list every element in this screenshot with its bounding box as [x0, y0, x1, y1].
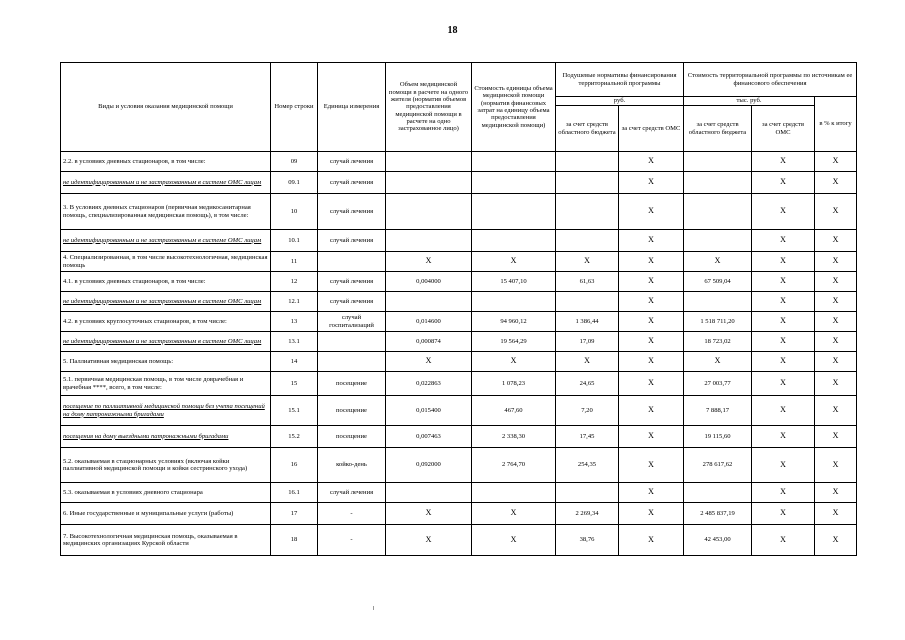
- header-tp-regional-budget: за счет средств областного бюджета: [684, 106, 752, 152]
- row-pc-budget: 24,65: [556, 372, 619, 396]
- row-volume: 0,000874: [386, 332, 472, 352]
- row-unit: койко-день: [318, 448, 386, 483]
- row-pc-oms: X: [619, 483, 684, 503]
- row-tp-oms: X: [752, 525, 815, 556]
- table-row: [61, 503, 857, 525]
- table-row: [61, 396, 857, 426]
- row-unit-cost: 94 960,12: [472, 312, 556, 332]
- row-number: 15.2: [271, 426, 318, 448]
- row-tp-oms: X: [752, 503, 815, 525]
- row-number: 15: [271, 372, 318, 396]
- header-per-capita: Подушевые нормативы финансирования территориальной программы: [556, 63, 684, 97]
- row-percent: X: [815, 372, 857, 396]
- row-pc-oms: X: [619, 194, 684, 230]
- table-row: [61, 332, 857, 352]
- row-number: 13: [271, 312, 318, 332]
- row-percent: X: [815, 252, 857, 272]
- row-unit: [318, 252, 386, 272]
- row-tp-oms: X: [752, 194, 815, 230]
- row-unit-cost: 15 407,10: [472, 272, 556, 292]
- row-pc-budget: 7,20: [556, 396, 619, 426]
- row-tp-budget: X: [684, 252, 752, 272]
- row-label: не идентифицированным и не застрахованным в системе ОМС лицам: [61, 292, 271, 312]
- scan-mark: [373, 606, 374, 610]
- row-label: посещение по паллиативной медицинской помощи без учета посещений на дому патронажными бригадами: [61, 396, 271, 426]
- table-row: [61, 525, 857, 556]
- header-pc-regional-budget: за счет средств областного бюджета: [556, 106, 619, 152]
- row-unit-cost: 2 764,70: [472, 448, 556, 483]
- row-unit: -: [318, 503, 386, 525]
- row-pc-oms: X: [619, 352, 684, 372]
- row-volume: 0,092000: [386, 448, 472, 483]
- row-volume: [386, 172, 472, 194]
- row-pc-oms: X: [619, 525, 684, 556]
- table-row: [61, 272, 857, 292]
- row-tp-oms: X: [752, 152, 815, 172]
- table-row: [61, 152, 857, 172]
- row-tp-budget: [684, 292, 752, 312]
- row-number: 14: [271, 352, 318, 372]
- row-unit-cost: [472, 292, 556, 312]
- row-percent: X: [815, 448, 857, 483]
- row-tp-oms: X: [752, 332, 815, 352]
- row-unit-cost: X: [472, 252, 556, 272]
- row-pc-budget: [556, 483, 619, 503]
- table-row: [61, 292, 857, 312]
- row-label: 5.2. оказываемая в стационарных условиях (включая койки паллиативной медицинской помощи и койки сестринского ухода): [61, 448, 271, 483]
- row-volume: X: [386, 503, 472, 525]
- row-unit-cost: 2 338,30: [472, 426, 556, 448]
- row-label: не идентифицированным и не застрахованным в системе ОМС лицам: [61, 332, 271, 352]
- header-row-number: Номер строки: [271, 63, 318, 152]
- row-volume: [386, 483, 472, 503]
- row-tp-budget: 2 485 837,19: [684, 503, 752, 525]
- row-number: 09: [271, 152, 318, 172]
- table-row: [61, 426, 857, 448]
- row-percent: X: [815, 483, 857, 503]
- row-number: 17: [271, 503, 318, 525]
- table-row: [61, 372, 857, 396]
- row-pc-oms: X: [619, 448, 684, 483]
- row-unit: случай госпитализаций: [318, 312, 386, 332]
- row-percent: X: [815, 503, 857, 525]
- financing-table: [60, 62, 857, 556]
- row-volume: X: [386, 352, 472, 372]
- row-pc-oms: X: [619, 396, 684, 426]
- row-pc-oms: X: [619, 372, 684, 396]
- row-pc-budget: 254,35: [556, 448, 619, 483]
- row-unit: [318, 332, 386, 352]
- row-volume: [386, 194, 472, 230]
- row-unit: случай лечения: [318, 483, 386, 503]
- row-tp-budget: [684, 172, 752, 194]
- row-percent: X: [815, 352, 857, 372]
- row-number: 12.1: [271, 292, 318, 312]
- row-percent: X: [815, 230, 857, 252]
- row-tp-budget: 27 003,77: [684, 372, 752, 396]
- table-row: [61, 448, 857, 483]
- row-volume: 0,015400: [386, 396, 472, 426]
- row-tp-budget: [684, 483, 752, 503]
- row-number: 09.1: [271, 172, 318, 194]
- row-pc-budget: 38,76: [556, 525, 619, 556]
- row-tp-budget: 19 115,60: [684, 426, 752, 448]
- row-tp-budget: 18 723,02: [684, 332, 752, 352]
- row-unit-cost: 1 078,23: [472, 372, 556, 396]
- row-pc-oms: X: [619, 272, 684, 292]
- row-percent: X: [815, 332, 857, 352]
- row-number: 16: [271, 448, 318, 483]
- row-label: 3. В условиях дневных стационаров (первичная медикосанитарная помощь, специализированная медицинская помощь), в том числе:: [61, 194, 271, 230]
- header-unit-cost: Стоимость единицы объема медицинской помощи (норматив финансовых затрат на единицу объема предоставления медицинской помощи): [472, 63, 556, 152]
- row-tp-oms: X: [752, 483, 815, 503]
- row-tp-oms: X: [752, 272, 815, 292]
- row-percent: X: [815, 312, 857, 332]
- row-tp-budget: 1 518 711,20: [684, 312, 752, 332]
- row-number: 13.1: [271, 332, 318, 352]
- row-pc-oms: X: [619, 312, 684, 332]
- table-row: [61, 230, 857, 252]
- row-unit-cost: [472, 230, 556, 252]
- row-pc-budget: 1 386,44: [556, 312, 619, 332]
- row-unit: [318, 352, 386, 372]
- header-thous-rub: тыс. руб.: [684, 97, 815, 106]
- header-tp-oms: за счет средств ОМС: [752, 106, 815, 152]
- header-rub: руб.: [556, 97, 684, 106]
- row-tp-budget: [684, 230, 752, 252]
- row-pc-oms: X: [619, 172, 684, 194]
- table-row: [61, 172, 857, 194]
- row-unit: случай лечения: [318, 230, 386, 252]
- row-pc-budget: X: [556, 252, 619, 272]
- row-volume: [386, 152, 472, 172]
- row-pc-oms: X: [619, 426, 684, 448]
- row-tp-budget: 278 617,62: [684, 448, 752, 483]
- row-pc-budget: 17,45: [556, 426, 619, 448]
- row-label: 7. Высокотехнологичная медицинская помощь, оказываемая в медицинских организациях Курской области: [61, 525, 271, 556]
- row-label: не идентифицированным и не застрахованным в системе ОМС лицам: [61, 230, 271, 252]
- row-tp-oms: X: [752, 426, 815, 448]
- row-pc-budget: [556, 152, 619, 172]
- row-label: 5.3. оказываемая в условиях дневного стационара: [61, 483, 271, 503]
- row-percent: X: [815, 172, 857, 194]
- row-label: 4.2. в условиях круглосуточных стационаров, в том числе:: [61, 312, 271, 332]
- row-label: 4. Специализированная, в том числе высокотехнологичная, медицинская помощь: [61, 252, 271, 272]
- page-number: 18: [447, 25, 458, 36]
- row-pc-oms: X: [619, 252, 684, 272]
- table-row: [61, 352, 857, 372]
- row-tp-oms: X: [752, 312, 815, 332]
- row-tp-budget: [684, 152, 752, 172]
- row-unit-cost: 19 564,29: [472, 332, 556, 352]
- row-percent: X: [815, 292, 857, 312]
- row-unit-cost: [472, 172, 556, 194]
- table-row: [61, 483, 857, 503]
- row-volume: [386, 292, 472, 312]
- row-percent: X: [815, 194, 857, 230]
- row-unit-cost: [472, 483, 556, 503]
- row-percent: X: [815, 396, 857, 426]
- table-row: [61, 194, 857, 230]
- row-label: 5.1. первичная медицинская помощь, в том числе доврачебная и врачебная ****, всего, в том числе:: [61, 372, 271, 396]
- row-unit-cost: X: [472, 352, 556, 372]
- table-row: [61, 312, 857, 332]
- header-types: Виды и условия оказания медицинской помощи: [61, 63, 271, 152]
- row-label: посещения на дому выездными патронажными бригадами: [61, 426, 271, 448]
- row-tp-budget: [684, 194, 752, 230]
- row-percent: X: [815, 272, 857, 292]
- row-tp-oms: X: [752, 448, 815, 483]
- row-tp-oms: X: [752, 172, 815, 194]
- row-unit: случай лечения: [318, 152, 386, 172]
- row-pc-oms: X: [619, 503, 684, 525]
- row-pc-oms: X: [619, 292, 684, 312]
- row-pc-budget: [556, 292, 619, 312]
- row-unit-cost: [472, 152, 556, 172]
- row-pc-budget: [556, 172, 619, 194]
- row-pc-oms: X: [619, 230, 684, 252]
- row-tp-oms: X: [752, 252, 815, 272]
- row-pc-budget: [556, 194, 619, 230]
- row-unit: посещение: [318, 396, 386, 426]
- row-pc-oms: X: [619, 332, 684, 352]
- row-number: 15.1: [271, 396, 318, 426]
- row-number: 16.1: [271, 483, 318, 503]
- row-unit: случай лечения: [318, 292, 386, 312]
- row-unit: -: [318, 525, 386, 556]
- row-pc-budget: 61,63: [556, 272, 619, 292]
- row-volume: 0,007463: [386, 426, 472, 448]
- header-pc-oms: за счет средств ОМС: [619, 106, 684, 152]
- row-volume: 0,004000: [386, 272, 472, 292]
- row-number: 10.1: [271, 230, 318, 252]
- row-unit-cost: 467,60: [472, 396, 556, 426]
- row-unit-cost: X: [472, 503, 556, 525]
- row-tp-oms: X: [752, 230, 815, 252]
- row-label: 5. Паллиативная медицинская помощь:: [61, 352, 271, 372]
- row-tp-budget: 42 453,00: [684, 525, 752, 556]
- row-tp-budget: 7 888,17: [684, 396, 752, 426]
- row-pc-budget: [556, 230, 619, 252]
- row-label: не идентифицированным и не застрахованным в системе ОМС лицам: [61, 172, 271, 194]
- row-percent: X: [815, 426, 857, 448]
- row-unit: посещение: [318, 426, 386, 448]
- row-volume: X: [386, 252, 472, 272]
- row-label: 4.1. в условиях дневных стационаров, в том числе:: [61, 272, 271, 292]
- row-number: 18: [271, 525, 318, 556]
- row-label: 6. Иные государственные и муниципальные услуги (работы): [61, 503, 271, 525]
- row-tp-oms: X: [752, 372, 815, 396]
- header-volume: Объем медицинской помощи в расчете на одного жителя (норматив объемов предоставления медицинской помощи в расчете на одно застрахованное лицо): [386, 63, 472, 152]
- row-label: 2.2. в условиях дневных стационаров, в том числе:: [61, 152, 271, 172]
- row-unit: случай лечения: [318, 272, 386, 292]
- header-cost-program: Стоимость территориальной программы по источникам ее финансового обеспечения: [684, 63, 857, 97]
- row-unit: посещение: [318, 372, 386, 396]
- row-pc-oms: X: [619, 152, 684, 172]
- row-number: 10: [271, 194, 318, 230]
- row-tp-budget: X: [684, 352, 752, 372]
- row-percent: X: [815, 525, 857, 556]
- row-pc-budget: 2 269,34: [556, 503, 619, 525]
- row-unit-cost: [472, 194, 556, 230]
- row-tp-oms: X: [752, 352, 815, 372]
- row-percent: X: [815, 152, 857, 172]
- row-tp-oms: X: [752, 396, 815, 426]
- row-tp-oms: X: [752, 292, 815, 312]
- row-unit: случай лечения: [318, 172, 386, 194]
- row-unit: случай лечения: [318, 194, 386, 230]
- row-pc-budget: 17,09: [556, 332, 619, 352]
- row-volume: 0,022863: [386, 372, 472, 396]
- row-volume: [386, 230, 472, 252]
- row-unit-cost: X: [472, 525, 556, 556]
- row-number: 11: [271, 252, 318, 272]
- table-row: [61, 252, 857, 272]
- row-volume: 0,014600: [386, 312, 472, 332]
- row-number: 12: [271, 272, 318, 292]
- header-unit: Единица измерения: [318, 63, 386, 152]
- row-pc-budget: X: [556, 352, 619, 372]
- header-percent-total: в % к итогу: [815, 97, 857, 152]
- row-tp-budget: 67 509,04: [684, 272, 752, 292]
- row-volume: X: [386, 525, 472, 556]
